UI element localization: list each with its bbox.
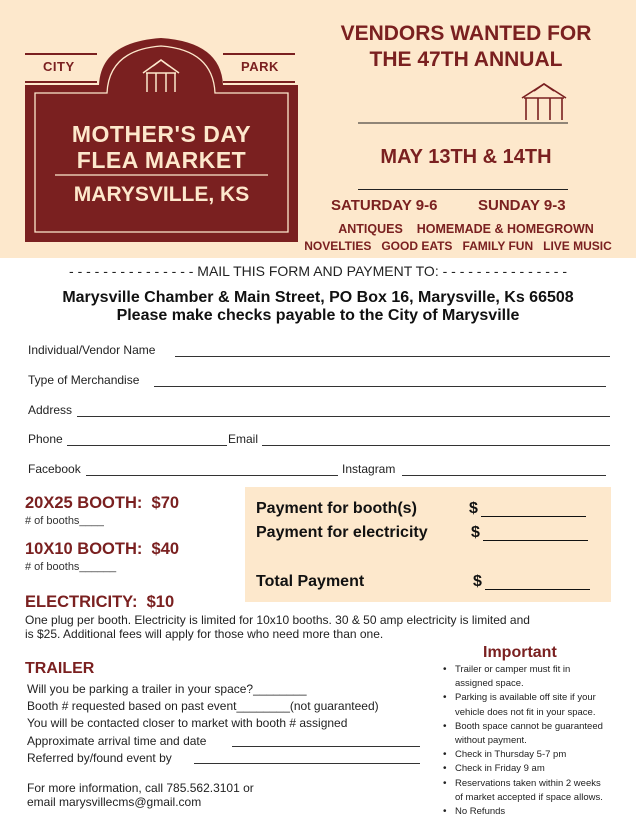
gazebo-icon	[358, 80, 568, 126]
address-label: Address	[28, 403, 73, 417]
instagram-field[interactable]	[402, 475, 606, 476]
event-dates: MAY 13TH & 14TH	[380, 146, 552, 168]
important-item-cont: of market accepted if space allows.	[455, 791, 603, 803]
address-field[interactable]	[77, 416, 610, 417]
payment-booth-field[interactable]	[481, 516, 586, 517]
electricity-price: ELECTRICITY: $10	[25, 593, 175, 611]
important-item: • Check in Thursday 5-7 pm	[441, 748, 636, 762]
booth-10x10-count[interactable]: # of booths______	[25, 561, 117, 573]
facebook-label: Facebook	[28, 462, 81, 476]
referred-by-label: Referred by/found event by	[27, 751, 172, 765]
payment-total-field[interactable]	[485, 589, 590, 590]
trailer-title: TRAILER	[25, 660, 95, 677]
mailing-address: Marysville Chamber & Main Street, PO Box 16, Marysville, Ks 66508	[62, 289, 574, 306]
arrival-time-field[interactable]	[232, 746, 420, 747]
important-item: • Check in Friday 9 am	[441, 762, 636, 776]
vendor-name-field[interactable]	[175, 356, 610, 357]
referred-by-field[interactable]	[194, 763, 420, 764]
phone-field[interactable]	[67, 445, 227, 446]
important-item: • Reservations taken within 2 weeks	[441, 777, 636, 791]
merchandise-field[interactable]	[154, 386, 606, 387]
booth-number-request[interactable]: Booth # requested based on past event________(not guaranteed)	[27, 699, 379, 713]
sunday-hours: SUNDAY 9-3	[478, 197, 566, 214]
important-item: • Parking is available off site if your	[441, 691, 636, 705]
check-payable-note: Please make checks payable to the City of Marysville	[116, 307, 520, 324]
email-label: Email	[228, 432, 259, 446]
important-title: Important	[483, 644, 557, 661]
logo-title-line2: FLEA MARKET	[76, 147, 247, 173]
heading-divider	[358, 189, 568, 190]
logo-title-line1: MOTHER'S DAY	[71, 121, 252, 147]
payment-booth-label: Payment for booth(s)	[256, 500, 417, 517]
payment-box	[245, 487, 611, 602]
instagram-label: Instagram	[342, 462, 396, 476]
facebook-field[interactable]	[86, 475, 338, 476]
important-item: • Trailer or camper must fit in	[441, 663, 636, 677]
payment-electricity-dollar: $	[471, 524, 480, 541]
logo-location: MARYSVILLE, KS	[73, 183, 250, 206]
payment-electricity-field[interactable]	[483, 540, 588, 541]
features-line1: ANTIQUES HOMEMADE & HOMEGROWN	[338, 222, 594, 236]
email-field[interactable]	[262, 445, 610, 446]
important-item: • No Refunds	[441, 805, 636, 819]
booth-20x25-price: 20X25 BOOTH: $70	[25, 494, 180, 512]
electricity-note-line1: One plug per booth. Electricity is limited for 10x10 booths. 30 & 50 amp electricity is limited and	[25, 613, 530, 627]
contact-info-line2: email marysvillecms@gmail.com	[27, 795, 202, 809]
important-list	[441, 663, 636, 819]
important-item-cont: vehicle does not fit in your space.	[455, 706, 596, 718]
features-line2: NOVELTIES GOOD EATS FAMILY FUN LIVE MUSIC	[304, 239, 612, 253]
booth-10x10-price: 10X10 BOOTH: $40	[25, 540, 180, 558]
mail-form-banner: - - - - - - - - - - - - - - - MAIL THIS FORM AND PAYMENT TO: - - - - - - - - - - - - - - -	[69, 263, 567, 279]
payment-total-dollar: $	[473, 573, 482, 590]
payment-total-label: Total Payment	[256, 573, 365, 590]
important-item-cont: assigned space.	[455, 678, 524, 690]
phone-label: Phone	[28, 432, 63, 446]
merchandise-label: Type of Merchandise	[28, 373, 140, 387]
electricity-note-line2: is $25. Additional fees will apply for those who need more than one.	[25, 627, 384, 641]
important-item-cont: without payment.	[455, 735, 527, 747]
arrival-time-label: Approximate arrival time and date	[27, 734, 207, 748]
logo-tab-city: CITY	[43, 59, 75, 74]
heading-line1: VENDORS WANTED FOR	[340, 22, 592, 45]
contact-info-line1: For more information, call 785.562.3101 or	[27, 781, 254, 795]
important-item: • Booth space cannot be guaranteed	[441, 720, 636, 734]
logo-tab-park: PARK	[241, 59, 279, 74]
booth-20x25-count[interactable]: # of booths____	[25, 515, 104, 527]
vendor-name-label: Individual/Vendor Name	[28, 343, 156, 357]
payment-electricity-label: Payment for electricity	[256, 524, 428, 541]
payment-booth-dollar: $	[469, 500, 478, 517]
booth-assignment-note: You will be contacted closer to market with booth # assigned	[27, 716, 348, 730]
heading-line2: THE 47TH ANNUAL	[369, 48, 563, 71]
trailer-question[interactable]: Will you be parking a trailer in your space?________	[27, 682, 307, 696]
flea-market-logo	[25, 30, 298, 242]
saturday-hours: SATURDAY 9-6	[331, 197, 438, 214]
